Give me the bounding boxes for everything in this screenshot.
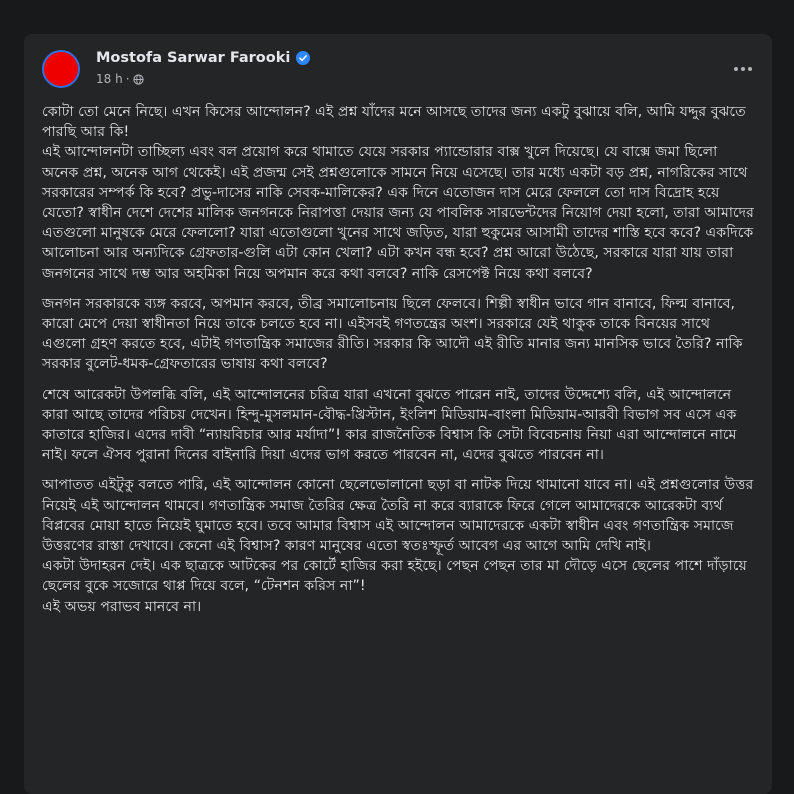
post-paragraph: জনগন সরকারকে ব্যঙ্গ করবে, অপমান করবে, তীব্র সমালোচনায় ছিলে ফেলবে। শিল্পী স্বাধীন ভাবে গান বানাবে, ফিল্ম বানাবে, কারো মেপে দেয়া স্বাধীনতা নিয়ে তাকে চলতে হবে না। এইসবই গণতন্ত্রের অংশ। সরকারে যেই থাকুক তাকে বিনয়ের সাথে এগুলো গ্রহণ করতে হবে, এটাই গণতান্ত্রিক সমাজের রীতি। সরকার কি আদৌ এই রীতি মানার জন্য মানসিক ভাবে তৈরি? নাকি সরকার বুলেট-ধমক-গ্রেফতারের ভাষায় কথা বলবে? <box>42 295 743 373</box>
post-meta <box>96 72 144 86</box>
more-options-icon[interactable] <box>730 56 756 82</box>
verified-badge-icon <box>296 51 310 65</box>
post-card <box>24 34 772 794</box>
post-paragraph: কোটা তো মেনে নিছে। এখন কিসের আন্দোলন? এই প্রশ্ন যাঁদের মনে আসছে তাদের জন্য একটু বুঝায়ে বলি, আমি যদ্দুর বুঝতে পারছি আর কি! এই আন্দোলনটা তাচ্ছিল্য এবং বল প্রয়োগ করে থামাতে যেয়ে সরকার প্যান্ডোরার বাক্স খুলে দিয়েছে। যে বাক্সে জমা ছিলো অনেক প্রশ্ন, অনেক আগ থেকেই। এই প্রজন্ম সেই প্রশ্নগুলোকে সামনে নিয়ে এসেছে। তার মধ্যে একটা বড় প্রশ্ন, নাগরিকের সাথে সরকারের সম্পর্ক কি হবে? প্রভু-দাসের নাকি সেবক-মালিকের? এক দিনে এতোজন দাস মেরে ফেললে তো দাস বিদ্রোহ হয়ে যেতো? স্বাধীন দেশে দেশের মালিক জনগনকে নিরাপত্তা দেয়ার জন্য যে পাবলিক সারভেন্টদের নিয়োগ দেয়া হলো, তারা আমাদের এতগুলো মানুষকে মেরে ফেললো? যারা এতোগুলো খুনের সাথে জড়িত, যারা হুকুমের আসামী তাদের শাস্তি হবে কবে? একদিকে আলোচনা আর অন্যদিকে গ্রেফতার-গুলি এটা কোন খেলা? এটা কখন বন্ধ হবে? প্রশ্ন আরো উঠেছে, সরকারে যারা যায় তারা জনগনের সাথে দম্ভ আর অহমিকা নিয়ে অপমান করে কথা বলবে? নাকি রেসপেক্ট নিয়ে কথা বলবে? <box>42 104 754 282</box>
globe-icon <box>133 74 144 85</box>
avatar[interactable] <box>42 50 80 88</box>
author-name[interactable]: Mostofa Sarwar Farooki <box>96 50 291 66</box>
post-body <box>42 102 754 627</box>
post-paragraph: আপাতত এইটুকু বলতে পারি, এই আন্দোলন কোনো ছেলেভোলানো ছড়া বা নাটক দিয়ে থামানো যাবে না। এই প্রশ্নগুলোর উত্তর নিয়েই এই আন্দোলন থামবে। গণতান্ত্রিক সমাজ তৈরির ক্ষেত্র তৈরি না করে ব্যারাকে ফিরে গেলে আমাদেরকে আরেকটা ব্যর্থ বিপ্লবের মোয়া হাতে নিয়েই ঘুমাতে হবে। তবে আমার বিশ্বাস এই আন্দোলন আমাদেরকে একটা স্বাধীন এবং গণতান্ত্রিক সমাজে উত্তরণের রাস্তা দেখাবে। কেনো এই বিশ্বাস? কারণ মানুষের এতো স্বতঃস্ফূর্ত আবেগ এর আগে আমি দেখি নাই। একটা উদাহরন দেই। এক ছাত্রকে আটকের পর কোর্টে হাজির করা হইছে। পেছন পেছন তার মা দৌড়ে এসে ছেলের পাশে দাঁড়ায়ে ছেলের বুকে সজোরে থাপ্প দিয়ে বলে, “টেনশন করিস না”! এই অভয় পরাভব মানবে না। <box>42 477 754 615</box>
author-row <box>96 48 310 68</box>
post-time[interactable]: 18 h <box>96 72 123 86</box>
post-header <box>24 34 772 102</box>
post-paragraph: শেষে আরেকটা উপলব্ধি বলি, এই আন্দোলনের চরিত্র যারা এখনো বুঝতে পারেন নাই, তাদের উদ্দেশ্যে বলি, এই আন্দোলনে কারা আছে তাদের পরিচয় দেখেন। হিন্দু-মুসলমান-বৌদ্ধ-খ্রিস্টান, ইংলিশ মিডিয়াম-বাংলা মিডিয়াম-আরবী বিভাগ সব এসে এক কাতারে হাজির। এদের দাবী “ন্যায়বিচার আর মর্যাদা”! কার রাজনৈতিক বিশ্বাস কি সেটা বিবেচনায় নিয়া এরা আন্দোলনে নামে নাই। ফলে ঐসব পুরানা দিনের বাইনারি দিয়া এদের ভাগ করতে পারবেন না, এদের বুঝতে পারবেন না। <box>42 386 737 464</box>
meta-separator: · <box>125 72 130 86</box>
